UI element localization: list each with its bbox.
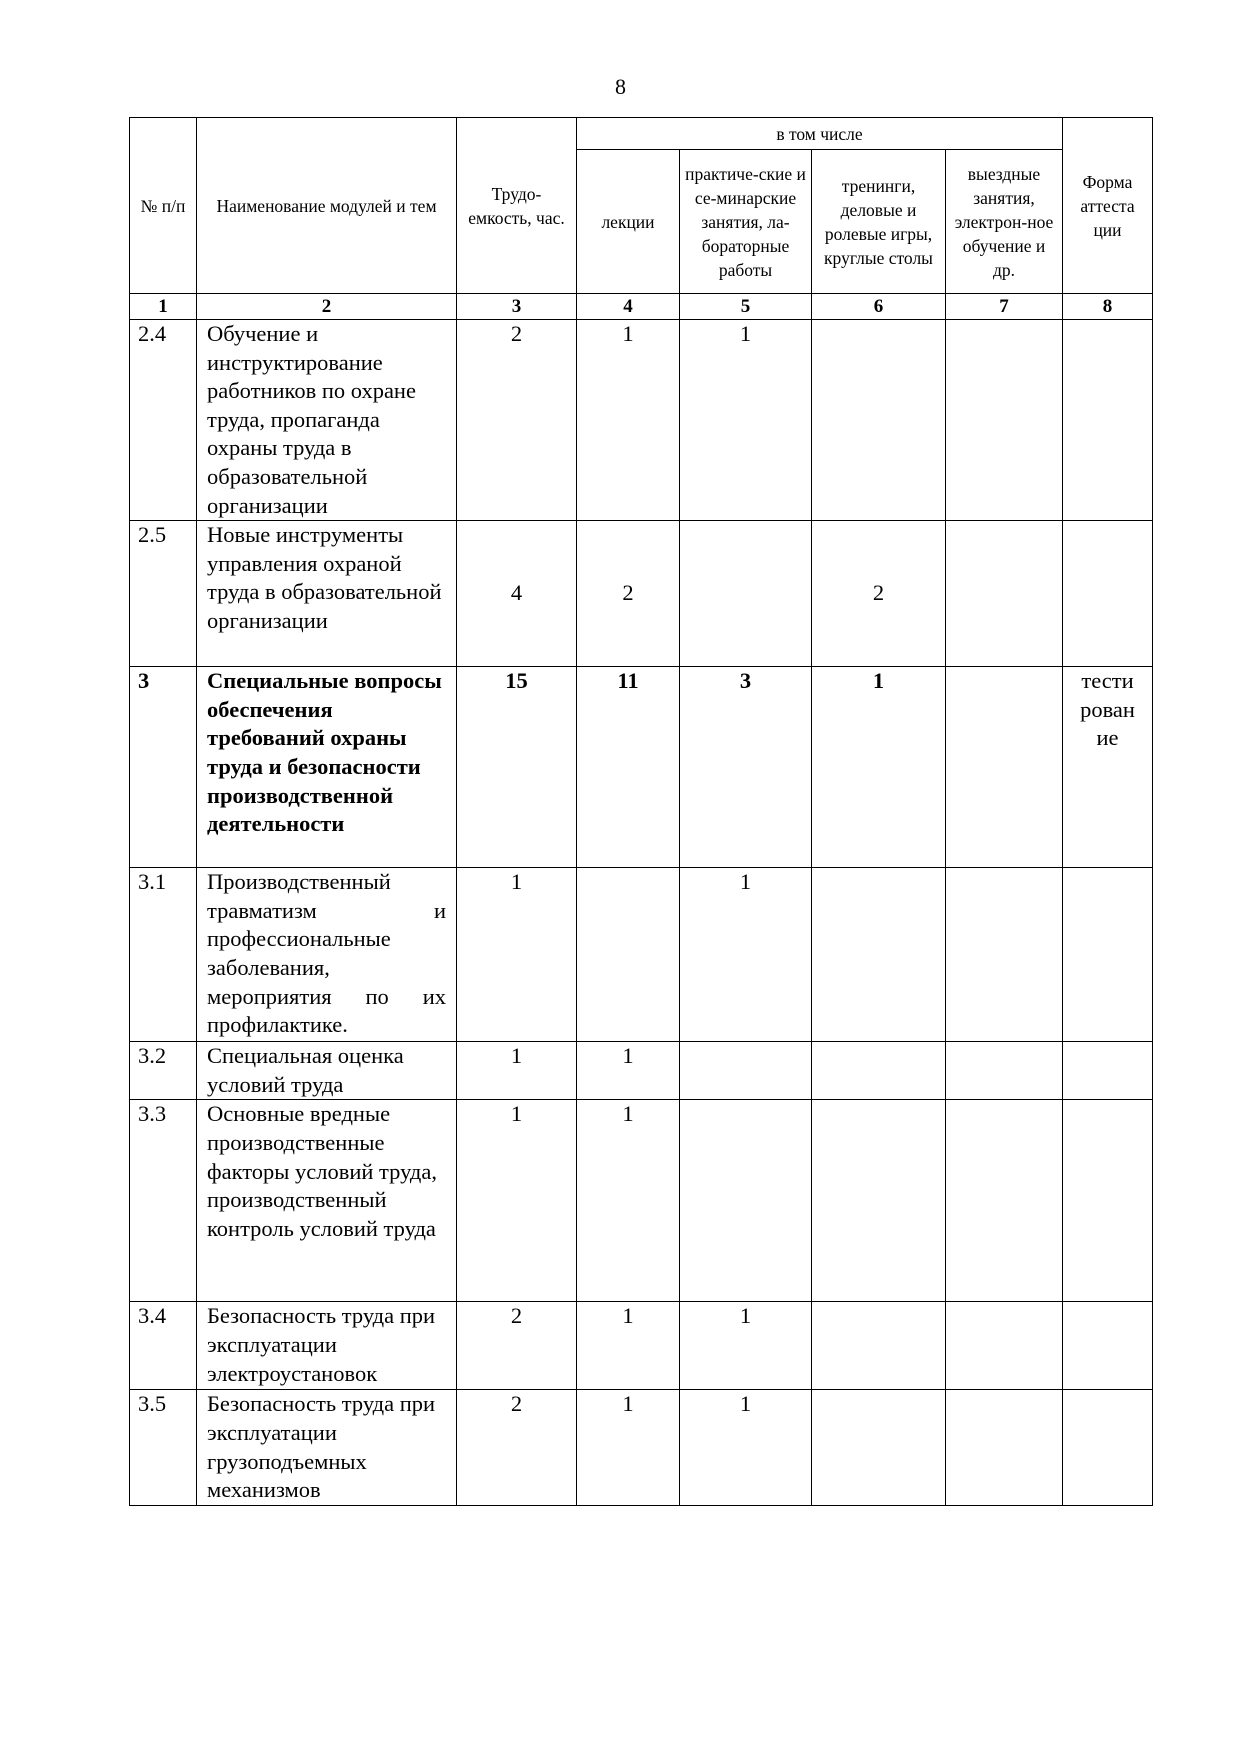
row-trainings <box>812 868 946 1042</box>
row-no: 3.2 <box>130 1042 197 1100</box>
column-number: 7 <box>946 294 1063 320</box>
row-name: Специальные вопросы обеспечения требований охраны труда и безопасности производственной деятельности <box>197 667 457 868</box>
row-trainings <box>812 320 946 521</box>
table-row <box>130 1390 1153 1505</box>
row-trainings: 2 <box>812 521 946 667</box>
header-form: Форма аттеста ции <box>1063 118 1153 294</box>
row-field <box>946 868 1063 1042</box>
row-no: 2.4 <box>130 320 197 521</box>
row-hours: 2 <box>457 320 577 521</box>
row-form: тести рован ие <box>1063 667 1153 868</box>
row-field <box>946 667 1063 868</box>
column-number: 4 <box>577 294 680 320</box>
row-name: Новые инструменты управления охраной труда в образовательной организации <box>197 521 457 667</box>
column-numbers-row <box>130 294 1153 320</box>
row-trainings <box>812 1100 946 1302</box>
table-row <box>130 868 1153 1042</box>
column-number: 5 <box>680 294 812 320</box>
row-form <box>1063 1100 1153 1302</box>
row-form <box>1063 1042 1153 1100</box>
row-name: Основные вредные производственные факторы условий труда, производственный контроль условий труда <box>197 1100 457 1302</box>
row-no: 2.5 <box>130 521 197 667</box>
row-practical <box>680 1042 812 1100</box>
table-row-module <box>130 667 1153 868</box>
row-field <box>946 1302 1063 1390</box>
row-practical: 1 <box>680 868 812 1042</box>
row-lectures: 1 <box>577 320 680 521</box>
row-form <box>1063 1302 1153 1390</box>
row-form <box>1063 868 1153 1042</box>
curriculum-table <box>129 117 1153 1506</box>
row-hours: 15 <box>457 667 577 868</box>
row-lectures: 11 <box>577 667 680 868</box>
row-practical <box>680 1100 812 1302</box>
header-name: Наименование модулей и тем <box>197 118 457 294</box>
row-field <box>946 521 1063 667</box>
row-practical: 1 <box>680 1390 812 1505</box>
row-hours: 1 <box>457 868 577 1042</box>
table-row <box>130 1302 1153 1390</box>
row-field <box>946 1042 1063 1100</box>
row-form <box>1063 320 1153 521</box>
row-field <box>946 320 1063 521</box>
header-group: в том числе <box>577 118 1063 150</box>
row-lectures: 1 <box>577 1100 680 1302</box>
row-hours: 1 <box>457 1042 577 1100</box>
row-lectures: 1 <box>577 1302 680 1390</box>
row-hours: 1 <box>457 1100 577 1302</box>
header-field: выездные занятия, электрон-ное обучение и др. <box>946 150 1063 294</box>
header-lectures: лекции <box>577 150 680 294</box>
row-hours: 2 <box>457 1390 577 1505</box>
header-hours: Трудо-емкость, час. <box>457 118 577 294</box>
row-name: Безопасность труда при эксплуатации грузоподъемных механизмов <box>197 1390 457 1505</box>
row-practical: 1 <box>680 1302 812 1390</box>
row-form <box>1063 1390 1153 1505</box>
row-no: 3 <box>130 667 197 868</box>
row-field <box>946 1390 1063 1505</box>
row-no: 3.3 <box>130 1100 197 1302</box>
row-name: Производственный травматизм и профессиональные заболевания, мероприятия по их профилактике. <box>197 868 457 1042</box>
row-name: Безопасность труда при эксплуатации электроустановок <box>197 1302 457 1390</box>
row-lectures: 2 <box>577 521 680 667</box>
column-number: 8 <box>1063 294 1153 320</box>
row-hours: 4 <box>457 521 577 667</box>
row-lectures: 1 <box>577 1042 680 1100</box>
header-practical: практиче-ские и се-минарские занятия, ла-бораторные работы <box>680 150 812 294</box>
row-practical <box>680 521 812 667</box>
row-trainings <box>812 1390 946 1505</box>
table-row <box>130 521 1153 667</box>
row-no: 3.5 <box>130 1390 197 1505</box>
row-no: 3.4 <box>130 1302 197 1390</box>
row-field <box>946 1100 1063 1302</box>
page-number: 8 <box>615 74 626 99</box>
table-row <box>130 1100 1153 1302</box>
row-trainings <box>812 1042 946 1100</box>
column-number: 1 <box>130 294 197 320</box>
row-trainings: 1 <box>812 667 946 868</box>
header-no: № п/п <box>130 118 197 294</box>
row-name: Обучение и инструктирование работников по охране труда, пропаганда охраны труда в образовательной организации <box>197 320 457 521</box>
header-trainings: тренинги, деловые и ролевые игры, круглые столы <box>812 150 946 294</box>
table-row <box>130 320 1153 521</box>
row-trainings <box>812 1302 946 1390</box>
row-lectures <box>577 868 680 1042</box>
row-lectures: 1 <box>577 1390 680 1505</box>
row-name: Специальная оценка условий труда <box>197 1042 457 1100</box>
row-practical: 1 <box>680 320 812 521</box>
column-number: 6 <box>812 294 946 320</box>
column-number: 3 <box>457 294 577 320</box>
table-row <box>130 1042 1153 1100</box>
row-hours: 2 <box>457 1302 577 1390</box>
row-form <box>1063 521 1153 667</box>
row-practical: 3 <box>680 667 812 868</box>
row-no: 3.1 <box>130 868 197 1042</box>
column-number: 2 <box>197 294 457 320</box>
